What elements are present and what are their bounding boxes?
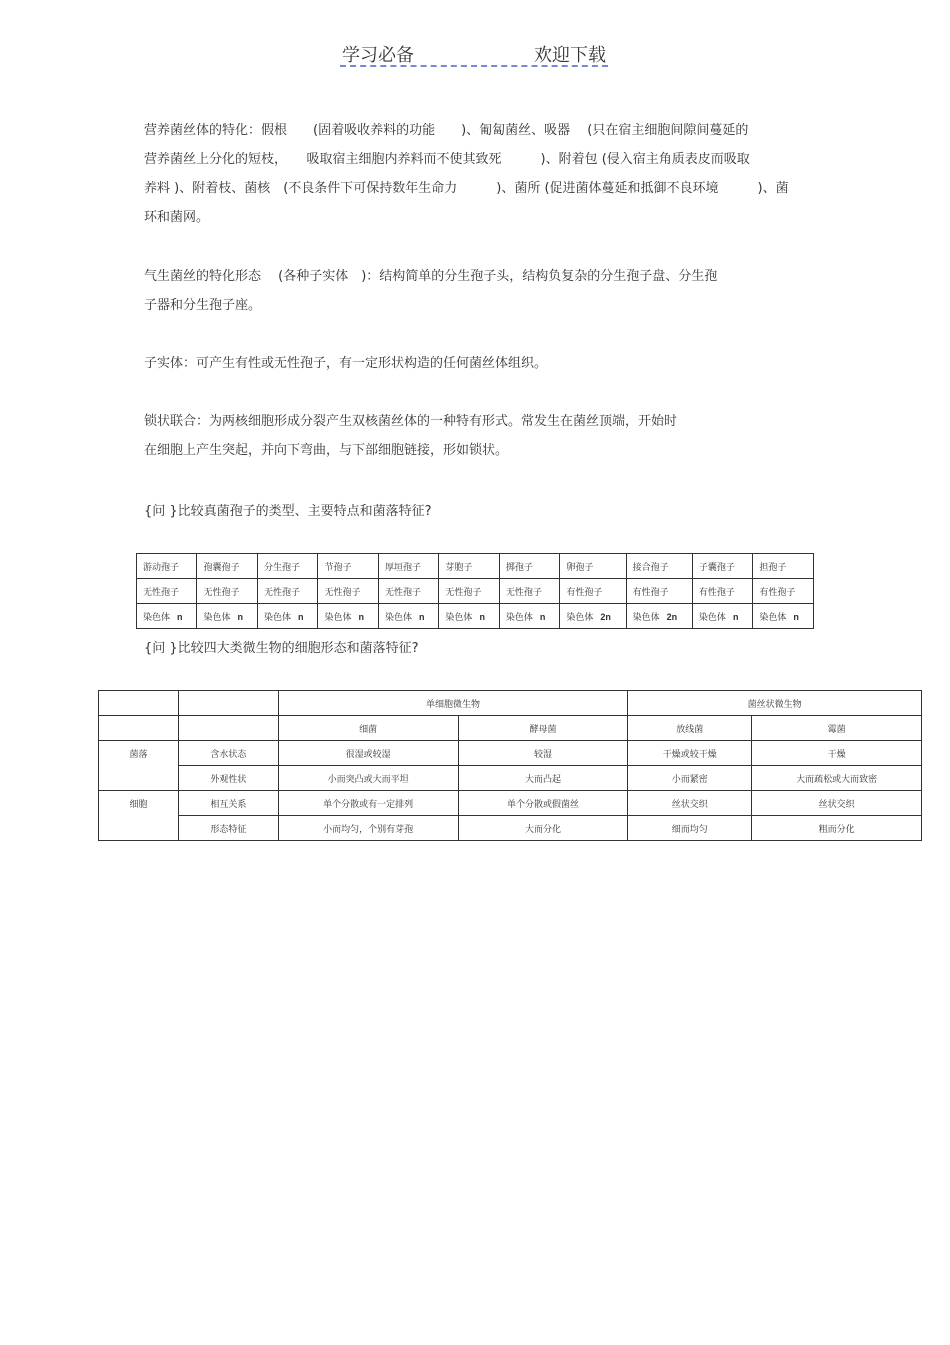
spore-comparison-table — [136, 553, 814, 629]
table-cell: 较湿 — [458, 741, 628, 766]
table-cell: 单个分散或有一定排列 — [278, 791, 458, 816]
question-spore-types — [144, 497, 814, 526]
row-group-cell: 细胞 — [99, 791, 179, 841]
question-text: {问 }比较四大类微生物的细胞形态和菌落特征? — [144, 641, 419, 656]
paragraph-fruiting-body — [144, 349, 814, 378]
chromosome-label: 染色体 — [324, 612, 352, 623]
ploidy-value: n — [539, 611, 546, 622]
paragraph-vegetative-hyphae — [144, 116, 814, 232]
table-cell: 无性孢子 — [378, 579, 438, 604]
row-label: 外观性状 — [178, 766, 278, 791]
group-header-unicellular: 单细胞微生物 — [278, 691, 628, 716]
header-right-text: 欢迎下载 — [534, 45, 606, 66]
table-cell: 细而均匀 — [628, 816, 752, 841]
chromosome-label: 染色体 — [566, 612, 594, 623]
paragraph-line: 子器和分生孢子座。 — [144, 298, 262, 313]
table-row — [137, 604, 814, 629]
chromosome-label: 染色体 — [698, 612, 726, 623]
ploidy-value: n — [358, 611, 364, 622]
table-cell: 单个分散或假菌丝 — [458, 791, 628, 816]
ploidy-value: n — [297, 611, 304, 622]
ploidy-value: n — [237, 611, 243, 622]
table-cell: 接合孢子 — [626, 554, 692, 579]
table-cell — [178, 716, 278, 741]
table-row — [99, 741, 922, 766]
table-cell — [626, 604, 692, 629]
ploidy-value: n — [479, 611, 485, 622]
group-header-filamentous: 菌丝状微生物 — [628, 691, 922, 716]
table-row — [99, 691, 922, 716]
table-cell: 子囊孢子 — [692, 554, 752, 579]
table-cell: 小而紧密 — [628, 766, 752, 791]
table-cell — [137, 604, 197, 629]
table-cell — [318, 604, 378, 629]
table-cell: 干燥 — [752, 741, 922, 766]
table-cell — [378, 604, 438, 629]
paragraph-aerial-hyphae — [144, 262, 814, 320]
table-row — [99, 716, 922, 741]
table-cell: 干燥或较干燥 — [628, 741, 752, 766]
table-cell: 小而均匀，个别有芽孢 — [278, 816, 458, 841]
table-cell: 无性孢子 — [137, 579, 197, 604]
chromosome-label: 染色体 — [384, 612, 412, 623]
table-cell: 无性孢子 — [439, 579, 499, 604]
table-cell — [753, 604, 814, 629]
chromosome-label: 染色体 — [143, 612, 171, 623]
table-cell: 游动孢子 — [137, 554, 197, 579]
table-cell: 有性孢子 — [753, 579, 814, 604]
paragraph-clamp-connection — [144, 407, 814, 465]
chromosome-label: 染色体 — [445, 612, 473, 623]
table-cell: 芽胞子 — [439, 554, 499, 579]
table-cell: 孢囊孢子 — [197, 554, 257, 579]
table-cell: 担孢子 — [753, 554, 814, 579]
column-header-bacteria: 细菌 — [278, 716, 458, 741]
row-group-colony: 菌落 — [99, 741, 179, 791]
table-cell: 节孢子 — [318, 554, 378, 579]
table-cell: 无性孢子 — [318, 579, 378, 604]
paragraph-line: 营养菌丝上分化的短枝， 吸取宿主细胞内养料而不使其致死 )、附着包 (侵入宿主角质表皮而吸取 — [144, 152, 750, 167]
chromosome-label: 染色体 — [263, 612, 291, 623]
table-cell: 很湿或较湿 — [278, 741, 458, 766]
header-left-text: 学习必备 — [342, 45, 414, 66]
table-row — [99, 766, 922, 791]
table-row — [137, 579, 814, 604]
table-cell — [560, 604, 626, 629]
chromosome-label: 染色体 — [505, 612, 533, 623]
column-header-mold: 霉菌 — [752, 716, 922, 741]
table-cell: 无性孢子 — [257, 579, 317, 604]
table-cell — [197, 604, 257, 629]
ploidy-value: n — [418, 611, 425, 622]
table-cell: 无性孢子 — [499, 579, 559, 604]
table-cell — [499, 604, 559, 629]
table-cell: 有性孢子 — [560, 579, 626, 604]
chromosome-label: 染色体 — [203, 612, 231, 623]
chromosome-label: 染色体 — [632, 612, 660, 623]
table-cell — [257, 604, 317, 629]
table-cell: 丝状交织 — [752, 791, 922, 816]
paragraph-line: 气生菌丝的特化形态 (各种子实体 )：结构简单的分生孢子头，结构负复杂的分生孢子盘、分生孢 — [144, 269, 718, 284]
ploidy-value: 2n — [600, 611, 611, 622]
table-cell: 有性孢子 — [692, 579, 752, 604]
question-text: {问 }比较真菌孢子的类型、主要特点和菌落特征? — [144, 504, 432, 519]
ploidy-value: n — [732, 611, 739, 622]
table-row — [137, 554, 814, 579]
table-cell — [439, 604, 499, 629]
column-header-actinomycetes: 放线菌 — [628, 716, 752, 741]
paragraph-line: 环和菌网。 — [144, 210, 210, 225]
microbe-comparison-table — [98, 690, 922, 841]
table-cell: 粗而分化 — [752, 816, 922, 841]
table-cell: 卵孢子 — [560, 554, 626, 579]
table-cell: 丝状交织 — [628, 791, 752, 816]
paragraph-line: 在细胞上产生突起，并向下弯曲，与下部细胞链接，形如锁状。 — [144, 443, 509, 458]
row-label: 相互关系 — [178, 791, 278, 816]
table-cell: 大而分化 — [458, 816, 628, 841]
ploidy-value: 2n — [666, 611, 678, 622]
paragraph-line: 养料 )、附着枝、菌核 (不良条件下可保持数年生命力 )、菌所 (促进菌体蔓延和抵御不良环境 )、菌 — [144, 181, 789, 196]
ploidy-value: n — [793, 611, 799, 622]
table-cell: 大而凸起 — [458, 766, 628, 791]
table-row — [99, 816, 922, 841]
column-header-yeast: 酵母菌 — [458, 716, 628, 741]
table-cell: 无性孢子 — [197, 579, 257, 604]
table-cell: 厚垣孢子 — [378, 554, 438, 579]
table-cell: 大而疏松或大而致密 — [752, 766, 922, 791]
question-microbe-comparison — [144, 634, 814, 663]
table-cell — [692, 604, 752, 629]
ploidy-value: n — [177, 611, 183, 622]
paragraph-line: 子实体：可产生有性或无性孢子，有一定形状构造的任何菌丝体组织。 — [144, 356, 548, 371]
table-cell: 小而突凸或大而平坦 — [278, 766, 458, 791]
table-cell — [99, 691, 179, 716]
table-cell: 掷孢子 — [499, 554, 559, 579]
table-cell: 有性孢子 — [626, 579, 692, 604]
page-header — [340, 40, 608, 67]
table-row — [99, 791, 922, 816]
table-cell: 分生孢子 — [257, 554, 317, 579]
row-label: 形态特征 — [178, 816, 278, 841]
table-cell — [99, 716, 179, 741]
table-cell — [178, 691, 278, 716]
paragraph-line: 锁状联合：为两核细胞形成分裂产生双核菌丝体的一种特有形式。常发生在菌丝顶端，开始时 — [144, 414, 678, 429]
row-label: 含水状态 — [178, 741, 278, 766]
chromosome-label: 染色体 — [759, 612, 787, 623]
paragraph-line: 营养菌丝体的特化：假根 (固着吸收养料的功能 )、匍匐菌丝、吸器 (只在宿主细胞间隙间蔓延的 — [144, 123, 749, 138]
